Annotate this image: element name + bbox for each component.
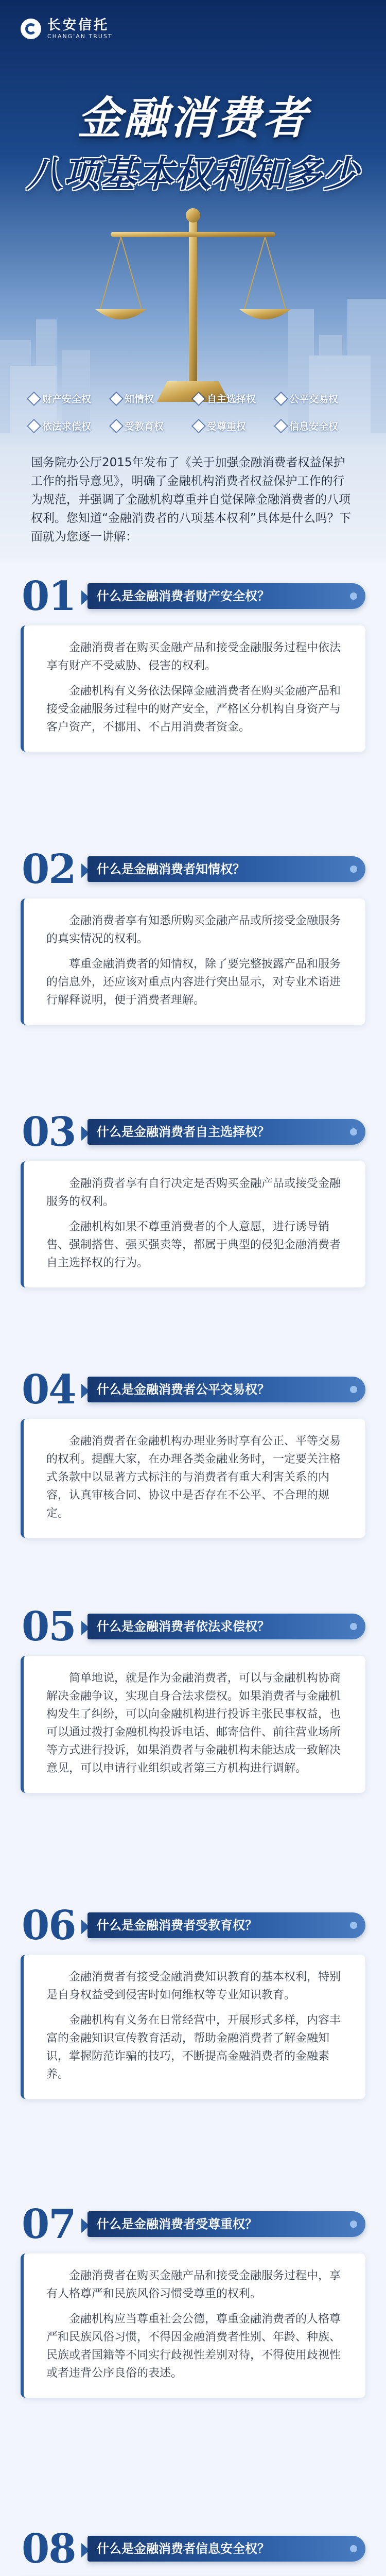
diamond-icon	[275, 393, 287, 404]
tag-property-security: 财产安全权	[30, 392, 112, 405]
answer-card: 简单地说，就是作为金融消费者，可以与金融机构协商解决金融争议，实现自身合法求偿权。如果消费者与金融机构发生了纠纷，可以向金融机构进行投诉主张民事权益，也可以通过拨打金融机构投诉电话、邮寄信件、前往营业场所等方式进行投诉，如果消费者与金融机构未能达成一致解决意见，可以申请行业组织或者第三方机构进行调解。	[21, 1656, 365, 1793]
brand-logo[interactable]	[21, 18, 113, 40]
question-banner: 什么是金融消费者受尊重权？	[87, 2211, 365, 2237]
answer-card: 金融消费者在购买金融产品和接受金融服务过程中，享有人格尊严和民族风俗习惯受尊重的权利。 金融机构应当尊重社会公德，尊重金融消费者的人格尊严和民族风俗习惯，不得因金融消费者性别、年龄、种族、民族或者国籍等不同实行歧视性差别对待，不得使用歧视性或者违背公序良俗的表述。	[21, 2253, 365, 2398]
question-banner: 什么是金融消费者自主选择权？	[87, 1119, 365, 1145]
section-number: 03	[22, 1109, 76, 1156]
answer-card: 金融消费者有接受金融消费知识教育的基本权利，特别是自身权益受到侵害时如何维权等专业知识教育。 金融机构有义务在日常经营中，开展形式多样，内容丰富的金融知识宣传教育活动，帮助金融消费者了解金融知识，掌握防范诈骗的技巧，不断提高金融消费者的金融素养。	[21, 1955, 365, 2099]
tag-respect: 受尊重权	[195, 419, 277, 433]
section-information-security	[21, 2524, 365, 2576]
hero-title: 金融消费者	[77, 93, 309, 144]
answer-card: 金融消费者享有知悉所购买金融产品或所接受金融服务的真实情况的权利。 尊重金融消费者的知情权，除了要完整披露产品和服务的信息外，还应该对重点内容进行突出显示，对专业术语进行解释说明，便于消费者理解。	[21, 899, 365, 1025]
hero-subtitle: 八项基本权利知多少	[26, 153, 360, 195]
intro-text: 国务院办公厅2015年发布了《关于加强金融消费者权益保护工作的指导意见》，明确了金融机构消费者权益保护工作的行为规范，并强调了金融机构尊重并自觉保障金融消费者的八项权利。您知道“金融消费者的八项基本权利”具体是什么吗？下面就为您逐一讲解：	[31, 456, 351, 544]
answer-card: 金融消费者在金融机构办理业务时享有公正、平等交易的权利。提醒大家，在办理各类金融业务时，一定要关注格式条款中以显著方式标注的与消费者有重大利害关系的内容，认真审核合同、协议中是否存在不公平、不合理的规定。	[21, 1419, 365, 1538]
tag-fair-trade: 公平交易权	[277, 392, 359, 405]
answer-card: 金融消费者享有自行决定是否购买金融产品或接受金融服务的权利。 金融机构如果不尊重消费者的个人意愿，进行诱导销售、强制搭售、强买强卖等，都属于典型的侵犯金融消费者自主选择权的行为。	[21, 1161, 365, 1287]
section-compensation	[21, 1602, 365, 1793]
section-number: 08	[22, 2526, 76, 2572]
section-property-security	[21, 572, 365, 752]
question-banner: 什么是金融消费者知情权？	[87, 856, 365, 882]
question-banner: 什么是金融消费者公平交易权？	[87, 1377, 365, 1402]
tag-right-to-know: 知情权	[112, 392, 195, 405]
section-right-to-know	[21, 845, 365, 1025]
tag-free-choice: 自主选择权	[195, 392, 277, 405]
section-number: 01	[22, 573, 76, 620]
section-number: 05	[22, 1603, 76, 1650]
section-free-choice	[21, 1108, 365, 1287]
section-fair-trade	[21, 1365, 365, 1538]
diamond-icon	[111, 420, 122, 432]
answer-card: 金融消费者在购买金融产品和接受金融服务过程中依法享有财产不受威胁、侵害的权利。 金融机构有义务依法保障金融消费者在购买金融产品和接受金融服务过程中的财产安全，严格区分机构自身资产与客户资产，不挪用、不占用消费者资金。	[21, 625, 365, 752]
tag-compensation: 依法求偿权	[30, 419, 112, 433]
question-banner: 什么是金融消费者信息安全权？	[87, 2536, 365, 2562]
section-number: 07	[22, 2201, 76, 2248]
brand-name-en: CHANG'AN TRUST	[47, 33, 113, 40]
question-banner: 什么是金融消费者依法求偿权？	[87, 1614, 365, 1639]
question-banner: 什么是金融消费者受教育权？	[87, 1912, 365, 1938]
rights-tags	[30, 392, 359, 433]
hero-banner	[0, 0, 386, 562]
tag-education: 受教育权	[112, 419, 195, 433]
brand-logo-icon	[21, 19, 41, 39]
diamond-icon	[111, 393, 122, 404]
section-number: 04	[22, 1366, 76, 1413]
question-banner: 什么是金融消费者财产安全权？	[87, 583, 365, 609]
diamond-icon	[193, 393, 205, 404]
section-respect	[21, 2200, 365, 2398]
section-number: 02	[22, 846, 76, 893]
section-education	[21, 1901, 365, 2099]
diamond-icon	[193, 420, 205, 432]
diamond-icon	[28, 420, 40, 432]
section-number: 06	[22, 1902, 76, 1949]
diamond-icon	[28, 393, 40, 404]
diamond-icon	[275, 420, 287, 432]
balance-scale-icon	[90, 196, 296, 412]
brand-name-cn: 长安信托	[47, 18, 110, 33]
tag-information-security: 信息安全权	[277, 419, 359, 433]
